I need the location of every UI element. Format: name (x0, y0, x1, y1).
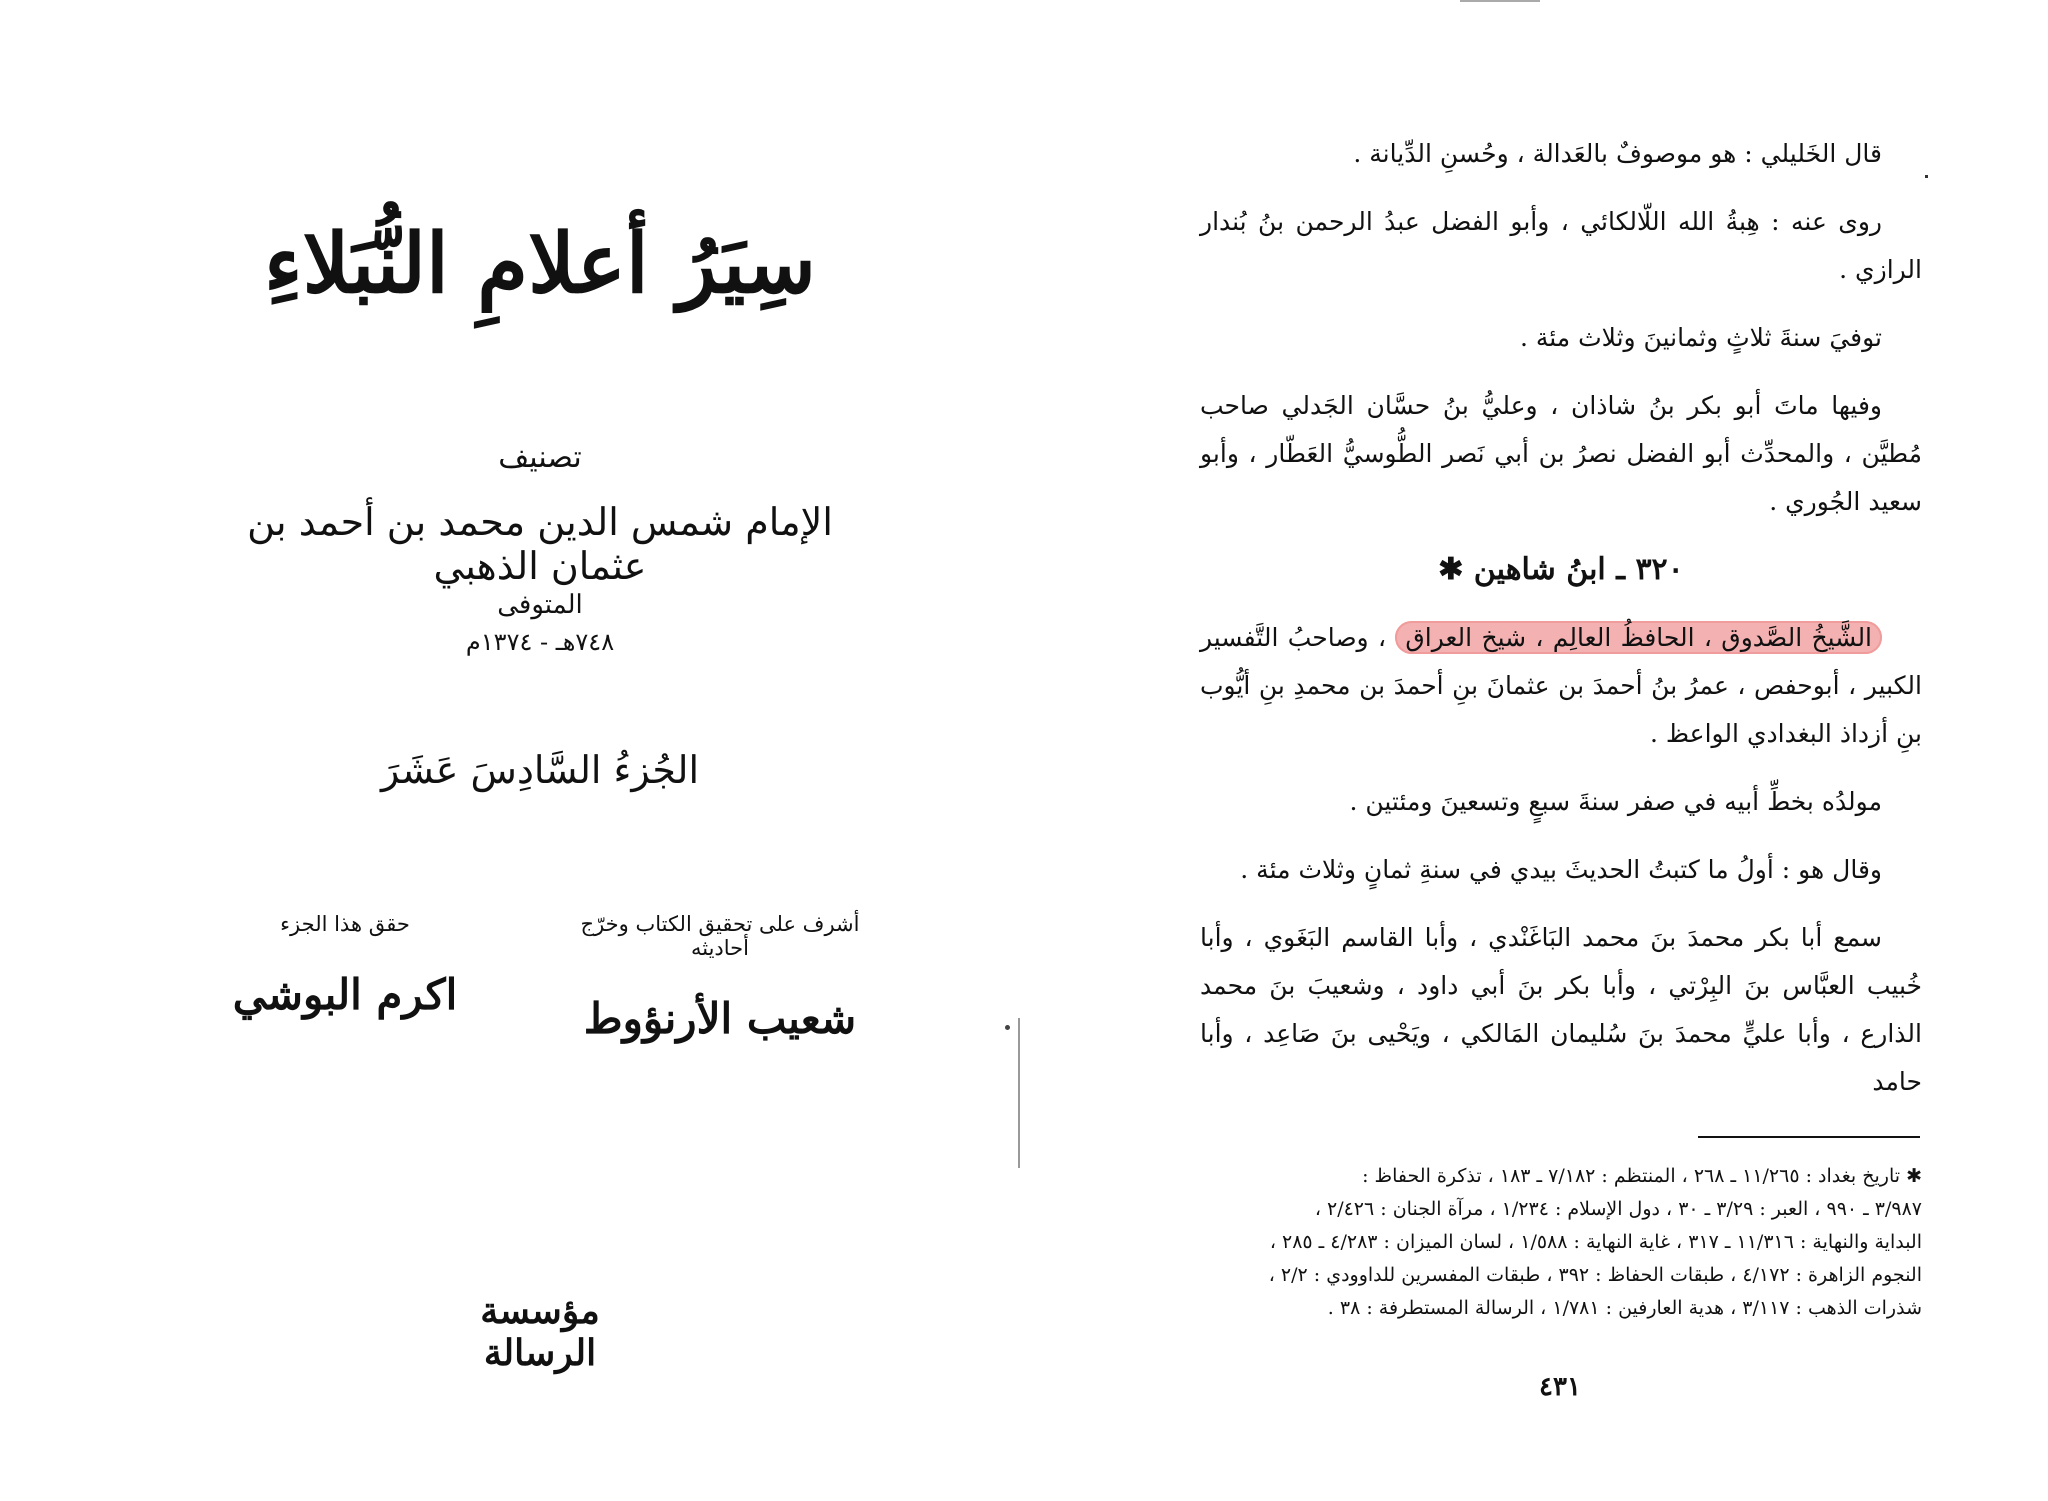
supervisor-name: شعيب الأرنؤوط (583, 994, 857, 1043)
title-page (0, 0, 1010, 1501)
footnote-line: ✱ تاريخ بغداد : ١١/٢٦٥ ـ ٢٦٨ ، المنتظم : ٧/١٨٢ ـ ١٨٣ ، تذكرة الحفاظ : (1362, 1165, 1922, 1187)
editor-credit (180, 912, 510, 1019)
book-spine-line (1018, 1018, 1020, 1168)
paragraph-death: توفيَ سنةَ ثلاثٍ وثمانينَ وثلاث مئة . (1519, 323, 1882, 352)
highlighted-text: الشَّيخُ الصَّدوق ، الحافظُ العالِم ، شيخ العراق (1395, 621, 1882, 654)
paragraph-biography (1200, 614, 1922, 758)
compiled-label: تصنيف (498, 440, 582, 475)
page-number: ٤٣١ (1539, 1372, 1581, 1402)
editor-name: اكرم البوشي (232, 970, 458, 1019)
footnotes (1200, 1160, 1922, 1325)
volume-label: الجُزءُ السَّادِسَ عَشَرَ (380, 748, 700, 792)
footnote-rule (1698, 1136, 1920, 1138)
text-page (1200, 130, 1922, 1126)
author-name: الإمام شمس الدين محمد بن أحمد بن عثمان الذهبي (247, 500, 833, 588)
paragraph-khalili: قال الخَليلي : هو موصوفٌ بالعَدالة ، وحُسنِ الدِّيانة . (1353, 139, 1882, 168)
book-title: سِيَرُ أعلامِ النُّبَلاءِ (264, 216, 816, 312)
paragraph-narrators: روى عنه : هِبةُ الله اللّالكائي ، وأبو الفضل عبدُ الرحمن بنُ بُندار الرازي . (1200, 207, 1922, 284)
footnote-line: ٣/٩٨٧ ـ ٩٩٠ ، العبر : ٣/٢٩ ـ ٣٠ ، دول الإسلام : ١/٢٣٤ ، مرآة الجنان : ٢/٤٢٦ ، (1314, 1198, 1922, 1220)
entry-heading: ٣٢٠ ـ ابنُ شاهين ✱ (1438, 552, 1684, 587)
biography-rest: ، وصاحبُ التَّفسير الكبير ، أبوحفص ، عمرُ بنُ أحمدَ بن عثمانَ بنِ أحمدَ بن محمدِ بنِ أيُّوب بنِ أزداذ البغدادي الواعظ . (1200, 623, 1922, 748)
footnote-line: شذرات الذهب : ٣/١١٧ ، هدية العارفين : ١/٧٨١ ، الرسالة المستطرفة : ٣٨ . (1327, 1297, 1922, 1319)
footnote-line: البداية والنهاية : ١١/٣١٦ ـ ٣١٧ ، غاية النهاية : ١/٥٨٨ ، لسان الميزان : ٤/٢٨٣ ـ ٢٨٥ ، (1269, 1231, 1922, 1253)
editor-label: حقق هذا الجزء (280, 912, 410, 936)
paragraph-teachers: سمع أبا بكر محمدَ بنَ محمد البَاغَنْدي ، وأبا القاسم البَغَوي ، وأبا خُبيب العبَّاس بنَ البِرْتي ، وأبا بكر بنَ أبي داود ، وشعيبَ بنَ محمد الذارع ، وأبا عليٍّ محمدَ بنَ سُليمان المَالكي ، ويَحْيى بنَ صَاعِد ، وأبا حامد (1200, 923, 1922, 1096)
publisher-name: مؤسسة الرسالة (480, 1290, 600, 1374)
supervisor-label: أشرف على تحقيق الكتاب وخرّج أحاديثه (580, 912, 860, 960)
died-dates: ٧٤٨هـ - ١٣٧٤م (465, 628, 615, 656)
paragraph-same-year: وفيها ماتَ أبو بكر بنُ شاذان ، وعليُّ بنُ حسَّان الجَدلي صاحب مُطيَّن ، والمحدِّث أبو الفضل نصرُ بن أبي نَصر الطُّوسيُّ العَطّار ، وأبو سعيد الجُوري . (1200, 391, 1922, 516)
supervisor-credit (555, 912, 885, 1043)
footnote-line: النجوم الزاهرة : ٤/١٧٢ ، طبقات الحفاظ : ٣٩٢ ، طبقات المفسرين للداوودي : ٢/٢ ، (1268, 1264, 1922, 1286)
margin-mark (1925, 175, 1928, 178)
died-label: المتوفى (497, 590, 583, 620)
top-edge-mark (1460, 0, 1540, 2)
spine-dot (1005, 1025, 1010, 1030)
paragraph-first-writing: وقال هو : أولُ ما كتبتُ الحديثَ بيدي في سنةِ ثمانٍ وثلاث مئة . (1240, 855, 1882, 884)
paragraph-birth: مولدُه بخطِّ أبيه في صفر سنةَ سبعٍ وتسعينَ ومئتين . (1349, 787, 1882, 816)
